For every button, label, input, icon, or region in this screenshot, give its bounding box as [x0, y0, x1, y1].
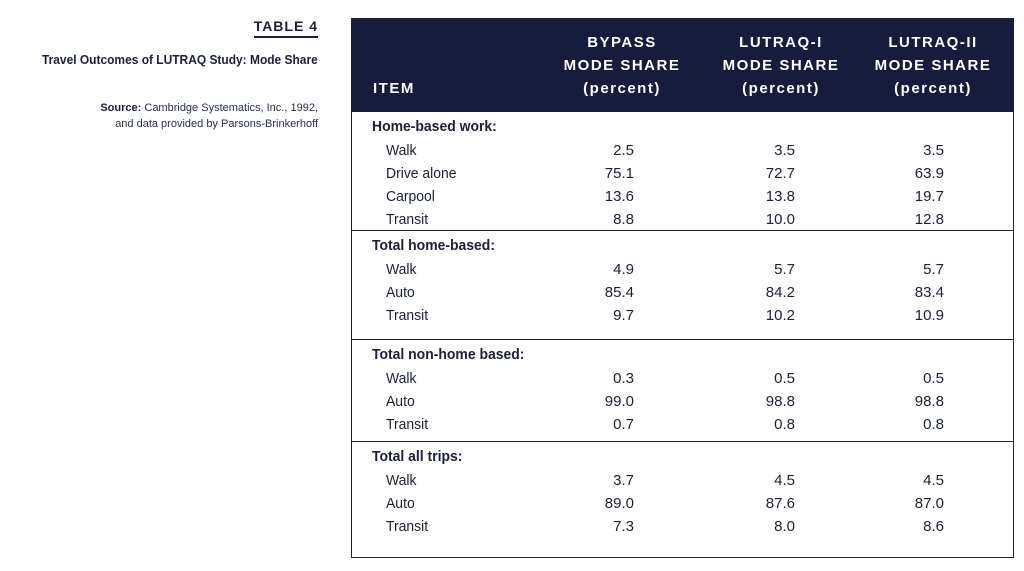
row-label: Transit: [386, 518, 429, 535]
lutraq-1-value: 72.7: [765, 165, 795, 182]
header-lutraq-2-line3: (percent): [894, 80, 972, 97]
lutraq-1-value: 4.5: [774, 472, 795, 489]
lutraq-2-value: 8.6: [923, 518, 944, 535]
table-row: [352, 391, 1013, 414]
row-label: Transit: [386, 211, 429, 228]
table-section: [352, 112, 1013, 231]
source-line-1: Cambridge Systematics, Inc., 1992,: [141, 102, 318, 114]
lutraq-2-value: 19.7: [914, 188, 944, 205]
source-line-2: and data provided by Parsons-Brinkerhoff: [115, 118, 318, 130]
mode-share-table: [351, 18, 1014, 558]
header-lutraq-1: [711, 31, 851, 100]
bypass-value: 7.3: [613, 518, 634, 535]
header-lutraq-1-line3: (percent): [742, 80, 820, 97]
row-label: Carpool: [386, 188, 435, 205]
header-lutraq-2: [863, 31, 1003, 100]
lutraq-1-value: 8.0: [774, 518, 795, 535]
lutraq-1-value: 84.2: [765, 284, 795, 301]
lutraq-1-value: 3.5: [774, 142, 795, 159]
section-title: Total all trips:: [372, 448, 463, 465]
lutraq-2-value: 0.8: [923, 416, 944, 433]
row-label: Drive alone: [386, 165, 457, 182]
lutraq-2-value: 4.5: [923, 472, 944, 489]
header-item: ITEM: [373, 80, 415, 97]
table-row: [352, 368, 1013, 391]
bypass-value: 2.5: [613, 142, 634, 159]
lutraq-2-value: 63.9: [914, 165, 944, 182]
bypass-value: 9.7: [613, 307, 634, 324]
table-row: [352, 140, 1013, 163]
header-lutraq-1-line2: MODE SHARE: [722, 57, 840, 74]
lutraq-1-value: 0.5: [774, 370, 795, 387]
table-row: [352, 516, 1013, 539]
header-lutraq-1-line1: LUTRAQ-I: [739, 34, 823, 51]
table-row: [352, 414, 1013, 437]
lutraq-2-value: 5.7: [923, 261, 944, 278]
lutraq-2-value: 3.5: [923, 142, 944, 159]
header-bypass-line3: (percent): [583, 80, 661, 97]
lutraq-1-value: 5.7: [774, 261, 795, 278]
lutraq-2-value: 98.8: [914, 393, 944, 410]
bypass-value: 3.7: [613, 472, 634, 489]
table-section: [352, 231, 1013, 340]
row-label: Walk: [386, 472, 417, 489]
lutraq-1-value: 0.8: [774, 416, 795, 433]
section-title: Total non-home based:: [372, 346, 525, 363]
table-row: [352, 305, 1013, 328]
header-lutraq-2-line1: LUTRAQ-II: [888, 34, 978, 51]
row-label: Auto: [386, 495, 415, 512]
header-bypass: [552, 31, 692, 100]
table-row: [352, 493, 1013, 516]
source-note: [100, 100, 318, 132]
table-section: [352, 340, 1013, 442]
table-row: [352, 186, 1013, 209]
row-label: Walk: [386, 142, 417, 159]
row-label: Auto: [386, 284, 415, 301]
table-row: [352, 470, 1013, 493]
row-label: Transit: [386, 307, 429, 324]
lutraq-2-value: 83.4: [914, 284, 944, 301]
table-row: [352, 282, 1013, 305]
table-row: [352, 209, 1013, 232]
lutraq-1-value: 10.0: [765, 211, 795, 228]
lutraq-1-value: 13.8: [765, 188, 795, 205]
source-label: Source:: [100, 102, 142, 114]
row-label: Auto: [386, 393, 415, 410]
lutraq-2-value: 10.9: [914, 307, 944, 324]
row-label: Walk: [386, 261, 417, 278]
lutraq-2-value: 12.8: [914, 211, 944, 228]
bypass-value: 75.1: [604, 165, 634, 182]
header-lutraq-2-line2: MODE SHARE: [874, 57, 992, 74]
bypass-value: 99.0: [604, 393, 634, 410]
table-row: [352, 259, 1013, 282]
section-title: Total home-based:: [372, 237, 495, 254]
bypass-value: 4.9: [613, 261, 634, 278]
lutraq-2-value: 0.5: [923, 370, 944, 387]
table-header: [352, 19, 1013, 112]
header-bypass-line1: BYPASS: [587, 34, 657, 51]
table-section: [352, 442, 1013, 558]
bypass-value: 85.4: [604, 284, 634, 301]
table-title: Travel Outcomes of LUTRAQ Study: Mode Share: [42, 52, 318, 67]
bypass-value: 0.7: [613, 416, 634, 433]
bypass-value: 89.0: [604, 495, 634, 512]
row-label: Walk: [386, 370, 417, 387]
lutraq-2-value: 87.0: [914, 495, 944, 512]
header-bypass-line2: MODE SHARE: [563, 57, 681, 74]
section-title: Home-based work:: [372, 118, 497, 135]
lutraq-1-value: 98.8: [765, 393, 795, 410]
bypass-value: 8.8: [613, 211, 634, 228]
table-row: [352, 163, 1013, 186]
lutraq-1-value: 10.2: [765, 307, 795, 324]
bypass-value: 13.6: [604, 188, 634, 205]
row-label: Transit: [386, 416, 429, 433]
lutraq-1-value: 87.6: [765, 495, 795, 512]
bypass-value: 0.3: [613, 370, 634, 387]
table-number: TABLE 4: [254, 18, 318, 38]
